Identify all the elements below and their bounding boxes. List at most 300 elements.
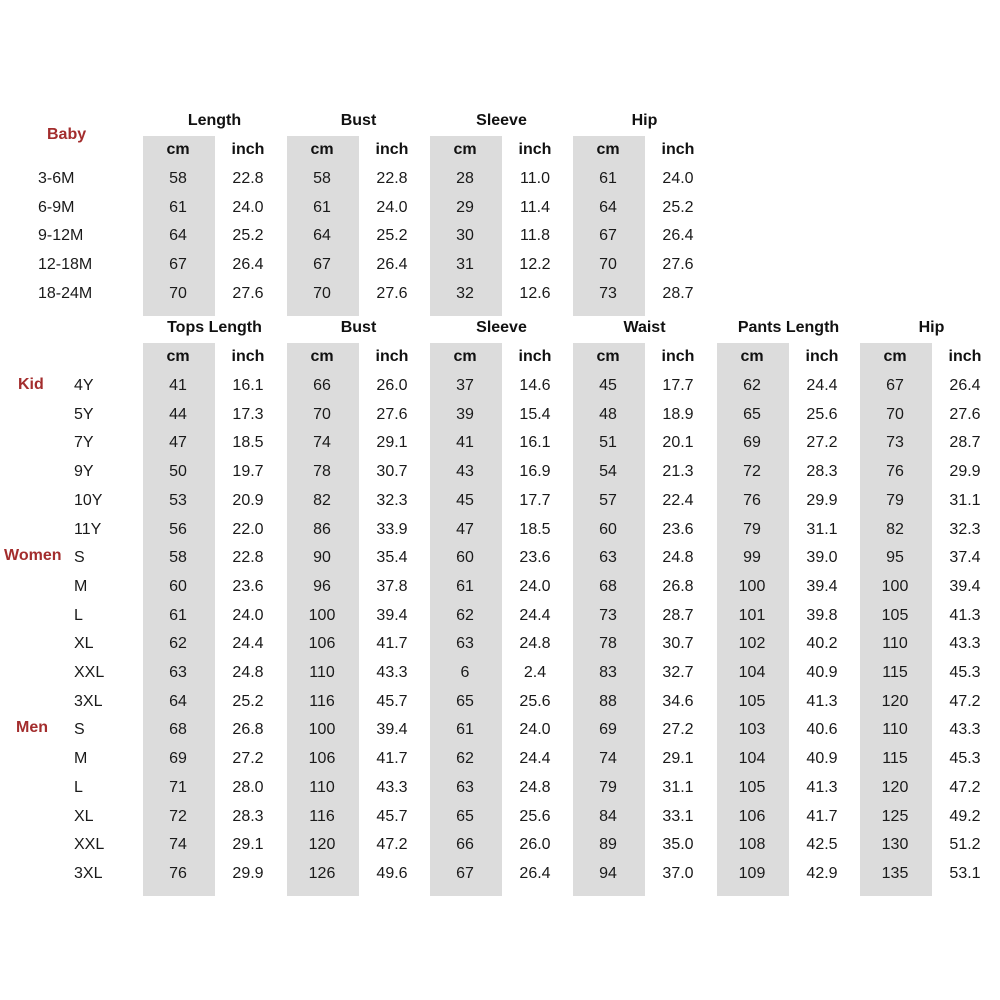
- main-cell-inch: 45.7: [376, 692, 408, 710]
- baby-size-label: 9-12M: [38, 227, 84, 245]
- baby-cell-inch: 26.4: [232, 256, 264, 274]
- baby-header: Hip: [631, 112, 658, 129]
- main-unit-cm: cm: [310, 348, 334, 365]
- main-cell-inch: 33.1: [662, 807, 694, 825]
- main-cell-cm: 48: [599, 405, 617, 423]
- main-unit-cm: cm: [883, 348, 907, 365]
- main-cell-inch: 41.7: [376, 635, 408, 653]
- main-cell-inch: 31.1: [662, 778, 694, 796]
- baby-unit-cm: cm: [596, 141, 620, 158]
- main-cell-inch: 39.4: [949, 577, 981, 595]
- main-cell-cm: 53: [169, 491, 187, 509]
- main-cell-cm: 66: [313, 377, 331, 394]
- baby-cell-inch: 25.2: [662, 198, 694, 216]
- baby-unit-inch: inch: [518, 141, 552, 158]
- main-cell-inch: 26.8: [232, 721, 264, 739]
- main-cell-cm: 120: [881, 692, 909, 710]
- main-cell-cm: 100: [308, 721, 336, 739]
- main-header: Waist: [623, 319, 666, 336]
- main-cell-inch: 40.9: [806, 664, 838, 681]
- main-cell-cm: 130: [881, 836, 909, 854]
- baby-header: Length: [187, 112, 242, 129]
- main-cell-inch: 29.1: [232, 836, 264, 854]
- main-cell-inch: 32.3: [949, 520, 981, 538]
- main-unit-inch: inch: [375, 348, 409, 365]
- main-cell-cm: 104: [738, 750, 766, 768]
- main-cell-inch: 20.1: [662, 434, 694, 452]
- baby-cell-cm: 28: [456, 170, 474, 187]
- baby-cell-cm: 64: [313, 227, 331, 245]
- main-cell-cm: 108: [738, 836, 766, 854]
- main-size-label: 3XL: [74, 864, 103, 882]
- main-cell-cm: 61: [456, 577, 474, 595]
- main-cell-inch: 16.1: [519, 434, 551, 452]
- main-cell-cm: 72: [743, 463, 761, 481]
- main-size-label: L: [74, 778, 83, 796]
- main-cell-cm: 96: [313, 577, 331, 595]
- baby-cell-inch: 11.8: [520, 227, 550, 245]
- main-cell-cm: 60: [599, 520, 617, 538]
- baby-cell-inch: 27.6: [662, 256, 694, 274]
- main-cell-inch: 25.6: [519, 692, 551, 710]
- main-cell-inch: 39.0: [806, 549, 838, 567]
- main-cell-inch: 24.8: [662, 549, 694, 567]
- main-unit-cm: cm: [596, 348, 620, 365]
- main-cell-inch: 43.3: [949, 721, 981, 739]
- main-cell-cm: 79: [743, 520, 761, 538]
- baby-cell-cm: 29: [456, 198, 474, 216]
- main-cell-cm: 45: [456, 491, 474, 509]
- main-cell-cm: 79: [886, 491, 904, 509]
- baby-cell-cm: 61: [313, 198, 331, 216]
- main-cell-inch: 26.4: [519, 864, 551, 882]
- main-cell-cm: 70: [313, 405, 331, 423]
- main-cell-cm: 110: [882, 721, 908, 739]
- main-cell-inch: 41.3: [806, 692, 838, 710]
- main-cell-cm: 62: [743, 377, 761, 394]
- main-cell-inch: 28.7: [662, 606, 694, 624]
- main-cell-cm: 105: [738, 778, 766, 796]
- main-cell-inch: 27.2: [806, 434, 838, 452]
- main-cell-cm: 78: [599, 635, 617, 653]
- main-size-label: 9Y: [74, 463, 94, 481]
- main-cell-inch: 26.0: [519, 836, 551, 854]
- main-cell-inch: 2.4: [523, 664, 547, 681]
- main-cell-inch: 30.7: [662, 635, 694, 653]
- main-cell-cm: 84: [599, 807, 617, 825]
- main-cell-cm: 69: [169, 750, 187, 768]
- baby-cell-inch: 27.6: [376, 284, 408, 302]
- main-cell-inch: 34.6: [662, 692, 694, 710]
- main-cell-inch: 28.3: [806, 463, 838, 481]
- baby-cell-inch: 11.4: [520, 198, 550, 216]
- baby-unit-inch: inch: [661, 141, 695, 158]
- main-unit-inch: inch: [231, 348, 265, 365]
- main-cell-inch: 24.4: [806, 377, 838, 394]
- main-cell-inch: 29.9: [232, 864, 264, 882]
- main-cell-cm: 101: [738, 606, 766, 624]
- main-cell-inch: 21.3: [662, 463, 694, 481]
- main-cell-cm: 62: [456, 606, 474, 624]
- main-size-label: 10Y: [74, 491, 103, 509]
- main-header: Bust: [340, 319, 377, 336]
- main-cell-cm: 51: [599, 434, 617, 452]
- main-cell-inch: 47.2: [376, 836, 408, 854]
- main-size-label: XL: [74, 807, 94, 825]
- baby-size-label: 18-24M: [38, 284, 93, 302]
- main-size-label: 11Y: [74, 520, 102, 538]
- main-cell-cm: 41: [169, 377, 187, 394]
- baby-cell-inch: 26.4: [376, 256, 408, 274]
- main-cell-inch: 28.3: [232, 807, 264, 825]
- main-cell-inch: 27.2: [232, 750, 264, 768]
- main-cell-cm: 99: [743, 549, 761, 567]
- baby-cell-cm: 31: [456, 256, 474, 274]
- baby-cell-inch: 25.2: [376, 227, 408, 245]
- main-cell-cm: 86: [313, 520, 331, 538]
- main-cell-inch: 18.5: [232, 434, 264, 452]
- main-cell-cm: 79: [599, 778, 617, 796]
- main-cell-inch: 22.4: [662, 491, 694, 509]
- main-cell-cm: 88: [599, 692, 617, 710]
- main-cell-inch: 29.9: [806, 491, 838, 509]
- main-cell-cm: 63: [169, 664, 187, 681]
- main-cell-cm: 69: [743, 434, 761, 452]
- main-cell-cm: 50: [169, 463, 187, 481]
- main-cell-inch: 14.6: [519, 377, 551, 394]
- main-cell-cm: 6: [460, 664, 470, 681]
- main-cell-cm: 65: [456, 807, 474, 825]
- main-size-label: 4Y: [74, 377, 94, 394]
- main-cell-cm: 62: [456, 750, 474, 768]
- main-cell-inch: 35.4: [376, 549, 408, 567]
- main-cell-inch: 23.6: [662, 520, 694, 538]
- main-cell-inch: 41.3: [949, 606, 981, 624]
- baby-cell-cm: 58: [169, 170, 187, 187]
- main-cell-cm: 37: [456, 377, 474, 394]
- main-cell-cm: 74: [313, 434, 331, 452]
- baby-cell-cm: 64: [169, 227, 187, 245]
- main-cell-inch: 26.0: [376, 377, 408, 394]
- baby-cell-cm: 61: [169, 198, 187, 216]
- baby-size-label: 6-9M: [38, 198, 75, 216]
- main-size-label: M: [74, 750, 88, 768]
- main-cell-cm: 60: [456, 549, 474, 567]
- baby-cell-inch: 22.8: [232, 170, 264, 187]
- main-cell-cm: 61: [169, 606, 187, 624]
- main-cell-cm: 89: [599, 836, 617, 854]
- baby-unit-cm: cm: [310, 141, 334, 158]
- main-cell-cm: 69: [599, 721, 617, 739]
- main-size-label: 7Y: [74, 434, 94, 452]
- main-cell-cm: 65: [743, 405, 761, 423]
- main-header: Hip: [918, 319, 945, 336]
- main-cell-cm: 65: [456, 692, 474, 710]
- main-cell-inch: 42.9: [806, 864, 838, 882]
- main-cell-cm: 76: [169, 864, 187, 882]
- baby-unit-cm: cm: [453, 141, 477, 158]
- main-cell-cm: 66: [456, 836, 474, 854]
- main-cell-inch: 37.0: [662, 864, 694, 882]
- main-cell-inch: 40.9: [806, 750, 838, 768]
- baby-cell-cm: 70: [599, 256, 617, 274]
- main-cell-inch: 27.2: [662, 721, 694, 739]
- main-header: Tops Length: [167, 319, 262, 336]
- main-cell-cm: 76: [743, 491, 761, 509]
- main-cell-inch: 39.8: [806, 606, 838, 624]
- main-cell-cm: 63: [456, 778, 474, 796]
- category-kid: Kid: [18, 376, 44, 393]
- main-cell-inch: 16.1: [232, 377, 264, 394]
- main-cell-cm: 68: [169, 721, 187, 739]
- main-cell-cm: 100: [738, 577, 766, 595]
- main-cell-cm: 82: [886, 520, 904, 538]
- main-cell-cm: 43: [456, 463, 474, 481]
- main-cell-cm: 58: [169, 549, 187, 567]
- main-cell-cm: 44: [169, 405, 187, 423]
- main-unit-inch: inch: [518, 348, 552, 365]
- main-cell-cm: 125: [881, 807, 909, 825]
- main-cell-inch: 24.0: [519, 577, 551, 595]
- main-cell-inch: 39.4: [376, 606, 408, 624]
- main-unit-cm: cm: [453, 348, 477, 365]
- main-unit-cm: cm: [740, 348, 764, 365]
- main-cell-inch: 24.8: [519, 778, 551, 796]
- main-cell-cm: 61: [456, 721, 474, 739]
- main-cell-cm: 116: [309, 692, 335, 710]
- main-cell-cm: 126: [308, 864, 336, 882]
- main-cell-cm: 68: [599, 577, 617, 595]
- main-cell-inch: 47.2: [949, 778, 981, 796]
- main-cell-inch: 25.6: [519, 807, 551, 825]
- main-cell-inch: 22.0: [232, 520, 264, 538]
- main-cell-cm: 135: [881, 864, 909, 882]
- baby-cell-inch: 24.0: [232, 198, 264, 216]
- main-cell-cm: 72: [169, 807, 187, 825]
- main-cell-cm: 70: [886, 405, 904, 423]
- main-cell-inch: 17.3: [232, 405, 264, 423]
- baby-header: Sleeve: [476, 112, 527, 129]
- baby-unit-cm: cm: [166, 141, 190, 158]
- main-cell-inch: 24.0: [519, 721, 551, 739]
- baby-cell-cm: 64: [599, 198, 617, 216]
- baby-cell-cm: 67: [313, 256, 331, 274]
- main-cell-inch: 35.0: [662, 836, 694, 854]
- main-cell-cm: 82: [313, 491, 331, 509]
- main-cell-inch: 43.3: [376, 664, 408, 681]
- main-size-label: 3XL: [74, 692, 103, 710]
- main-size-label: XL: [74, 635, 94, 653]
- main-cell-cm: 54: [599, 463, 617, 481]
- main-cell-inch: 33.9: [376, 520, 408, 538]
- main-cell-cm: 45: [599, 377, 617, 394]
- main-cell-cm: 62: [169, 635, 187, 653]
- main-cell-cm: 83: [599, 664, 617, 681]
- main-size-label: M: [74, 577, 88, 595]
- main-cell-inch: 26.8: [662, 577, 694, 595]
- main-cell-inch: 41.7: [806, 807, 838, 825]
- main-cell-inch: 42.5: [806, 836, 838, 854]
- main-cell-cm: 90: [313, 549, 331, 567]
- main-cell-cm: 47: [456, 520, 474, 538]
- baby-unit-inch: inch: [231, 141, 265, 158]
- baby-cell-inch: 25.2: [232, 227, 264, 245]
- baby-cell-inch: 26.4: [662, 227, 694, 245]
- main-cell-inch: 20.9: [232, 491, 264, 509]
- main-cell-cm: 63: [456, 635, 474, 653]
- main-cell-inch: 43.3: [376, 778, 408, 796]
- main-cell-inch: 29.1: [662, 750, 694, 768]
- main-cell-cm: 120: [881, 778, 909, 796]
- main-unit-cm: cm: [166, 348, 190, 365]
- main-cell-inch: 17.7: [519, 491, 551, 509]
- main-cell-inch: 40.6: [806, 721, 838, 739]
- baby-cell-cm: 73: [599, 284, 617, 302]
- baby-cell-inch: 22.8: [376, 170, 408, 187]
- main-cell-cm: 73: [599, 606, 617, 624]
- main-cell-cm: 47: [169, 434, 187, 452]
- main-cell-inch: 41.7: [376, 750, 408, 768]
- category-baby: Baby: [47, 126, 87, 143]
- main-cell-inch: 37.4: [949, 549, 981, 567]
- main-cell-cm: 100: [308, 606, 336, 624]
- baby-cell-cm: 61: [599, 170, 617, 187]
- main-size-label: S: [74, 549, 85, 567]
- main-cell-cm: 94: [599, 864, 617, 882]
- main-cell-cm: 106: [308, 750, 336, 768]
- main-cell-inch: 43.3: [949, 635, 981, 653]
- main-cell-cm: 120: [308, 836, 336, 854]
- main-cell-inch: 25.2: [232, 692, 264, 710]
- main-cell-inch: 26.4: [949, 377, 981, 394]
- main-cell-inch: 27.6: [949, 405, 981, 423]
- main-cell-cm: 106: [308, 635, 336, 653]
- main-cell-cm: 110: [309, 664, 335, 681]
- main-cell-inch: 22.8: [232, 549, 264, 567]
- main-cell-inch: 51.2: [949, 836, 981, 854]
- main-cell-cm: 105: [738, 692, 766, 710]
- main-cell-inch: 49.6: [376, 864, 408, 882]
- baby-size-label: 3-6M: [38, 170, 75, 187]
- main-cell-inch: 24.8: [232, 664, 264, 681]
- baby-cell-inch: 12.2: [519, 256, 551, 274]
- main-cell-inch: 31.1: [949, 491, 981, 509]
- baby-cell-cm: 67: [169, 256, 187, 274]
- main-cell-inch: 18.9: [662, 405, 694, 423]
- main-cell-inch: 32.7: [662, 664, 694, 681]
- category-men: Men: [16, 719, 48, 736]
- main-cell-inch: 24.0: [232, 606, 264, 624]
- main-cell-cm: 116: [309, 807, 335, 825]
- baby-cell-cm: 67: [599, 227, 617, 245]
- baby-unit-inch: inch: [375, 141, 409, 158]
- baby-cell-cm: 70: [169, 284, 187, 302]
- baby-cell-inch: 28.7: [662, 284, 694, 302]
- baby-cell-cm: 30: [456, 227, 474, 245]
- main-cell-inch: 45.3: [949, 664, 981, 681]
- baby-cell-inch: 12.6: [519, 284, 551, 302]
- main-cell-inch: 45.3: [949, 750, 981, 768]
- baby-cell-inch: 11.0: [520, 170, 550, 187]
- main-header: Pants Length: [737, 319, 840, 336]
- main-cell-inch: 23.6: [232, 577, 264, 595]
- main-cell-cm: 106: [738, 807, 766, 825]
- main-unit-inch: inch: [805, 348, 839, 365]
- main-cell-cm: 102: [738, 635, 766, 653]
- main-cell-inch: 19.7: [232, 463, 264, 481]
- main-cell-inch: 16.9: [519, 463, 551, 481]
- main-cell-inch: 28.7: [949, 434, 981, 452]
- main-cell-cm: 63: [599, 549, 617, 567]
- main-size-label: S: [74, 721, 85, 739]
- main-cell-cm: 73: [886, 434, 904, 452]
- main-cell-inch: 29.1: [376, 434, 408, 452]
- main-cell-inch: 39.4: [376, 721, 408, 739]
- baby-cell-cm: 58: [313, 170, 331, 187]
- main-size-label: 5Y: [74, 405, 94, 423]
- main-size-label: L: [74, 606, 83, 624]
- main-cell-cm: 109: [738, 864, 766, 882]
- main-unit-inch: inch: [948, 348, 982, 365]
- main-cell-inch: 24.4: [519, 750, 551, 768]
- main-cell-inch: 31.1: [806, 520, 838, 538]
- main-cell-cm: 76: [886, 463, 904, 481]
- main-cell-inch: 39.4: [806, 577, 838, 595]
- baby-cell-cm: 32: [456, 284, 474, 302]
- main-cell-cm: 104: [738, 664, 766, 681]
- main-cell-inch: 24.4: [232, 635, 264, 653]
- main-cell-cm: 110: [309, 778, 335, 796]
- main-cell-cm: 110: [882, 635, 908, 653]
- main-cell-cm: 71: [169, 778, 187, 796]
- main-size-label: XXL: [74, 836, 105, 854]
- main-cell-inch: 29.9: [949, 463, 981, 481]
- main-cell-inch: 28.0: [232, 778, 264, 796]
- main-cell-inch: 47.2: [949, 692, 981, 710]
- main-header: Sleeve: [476, 319, 527, 336]
- main-cell-cm: 57: [599, 491, 617, 509]
- main-cell-cm: 115: [882, 664, 908, 681]
- main-cell-inch: 24.8: [519, 635, 551, 653]
- baby-cell-inch: 27.6: [232, 284, 264, 302]
- main-cell-inch: 40.2: [806, 635, 838, 653]
- main-cell-cm: 95: [886, 549, 904, 567]
- main-cell-inch: 30.7: [376, 463, 408, 481]
- main-cell-inch: 27.6: [376, 405, 408, 423]
- baby-size-label: 12-18M: [38, 256, 93, 274]
- main-cell-cm: 115: [882, 750, 908, 768]
- main-cell-cm: 56: [169, 520, 187, 538]
- baby-cell-inch: 24.0: [376, 198, 408, 216]
- main-cell-cm: 60: [169, 577, 187, 595]
- baby-cell-cm: 70: [313, 284, 331, 302]
- main-cell-cm: 39: [456, 405, 474, 423]
- main-cell-inch: 53.1: [949, 864, 981, 882]
- main-cell-inch: 25.6: [806, 405, 838, 423]
- baby-cell-inch: 24.0: [662, 170, 694, 187]
- main-size-label: XXL: [74, 664, 105, 681]
- main-cell-inch: 45.7: [376, 807, 408, 825]
- main-cell-inch: 17.7: [662, 377, 694, 394]
- main-cell-inch: 18.5: [519, 520, 551, 538]
- main-cell-cm: 67: [886, 377, 904, 394]
- main-cell-inch: 15.4: [519, 405, 551, 423]
- main-cell-inch: 24.4: [519, 606, 551, 624]
- main-cell-cm: 74: [599, 750, 617, 768]
- main-cell-cm: 105: [881, 606, 909, 624]
- main-cell-inch: 23.6: [519, 549, 551, 567]
- main-cell-cm: 78: [313, 463, 331, 481]
